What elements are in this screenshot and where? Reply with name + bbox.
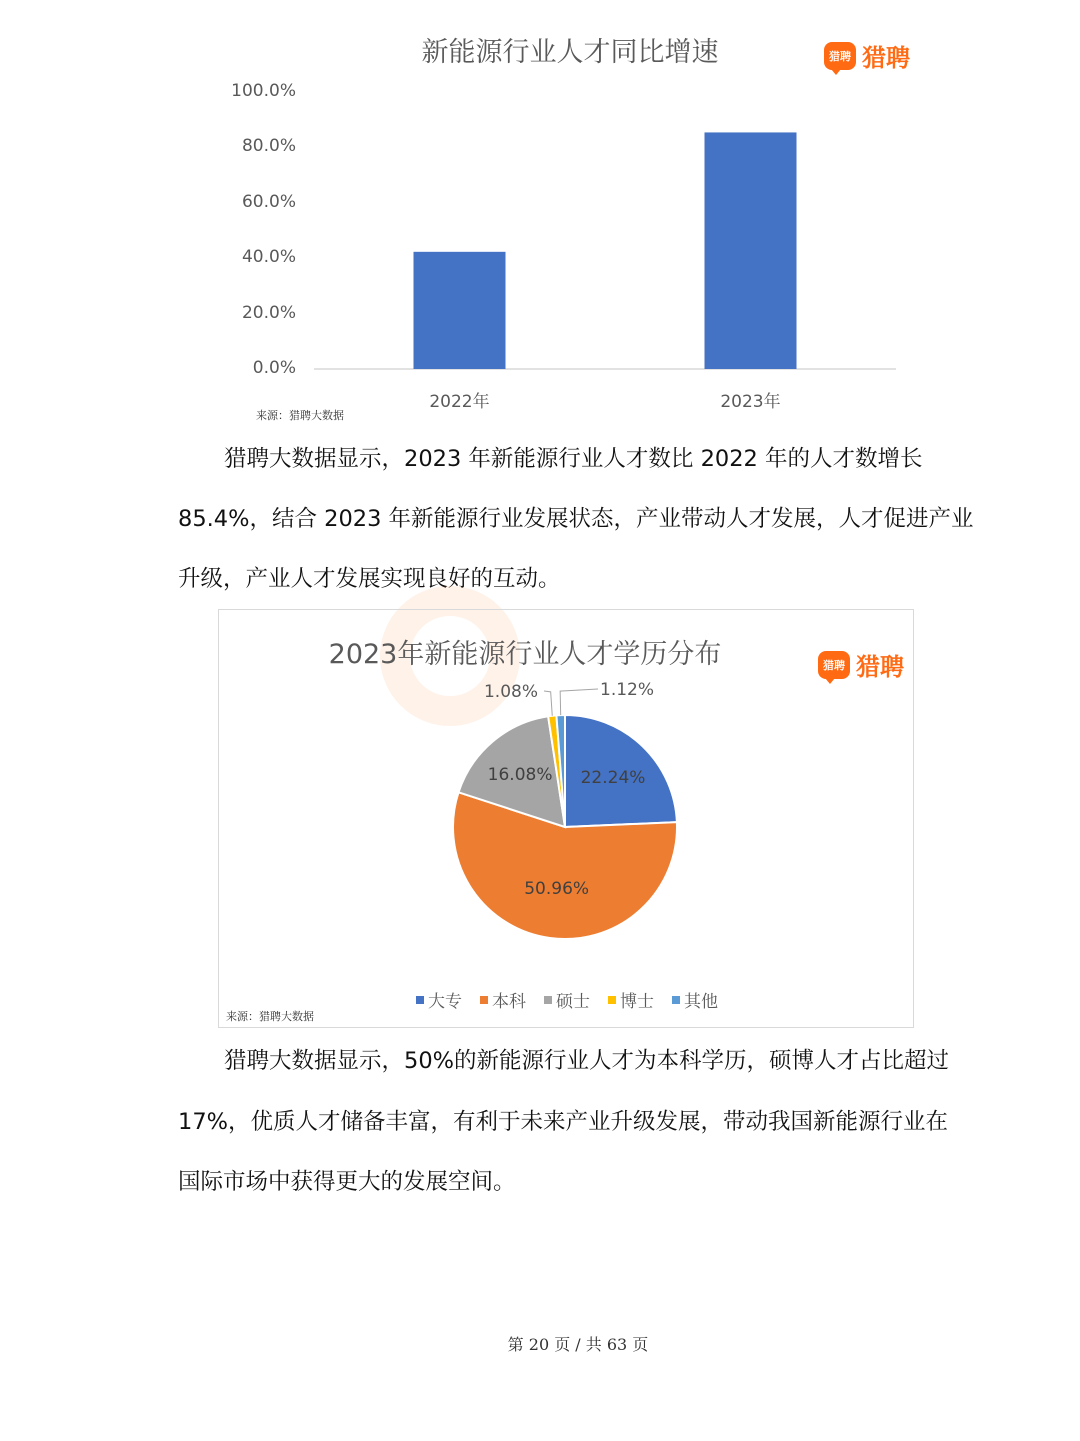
bar-chart-plot [0, 0, 1080, 420]
paragraph-1-line-3: 升级，产业人才发展实现良好的互动。 [178, 566, 561, 592]
pie-legend-label: 本科 [492, 992, 526, 1012]
pie-legend-item [672, 987, 718, 1012]
bar-0 [414, 252, 506, 369]
pie-legend-item [416, 987, 462, 1012]
bar-chart-source: 来源：猎聘大数据 [256, 409, 344, 422]
pie-value-label: 16.08% [487, 765, 553, 786]
pie-legend-label: 硕士 [556, 992, 590, 1012]
paragraph-1-line-2: 85.4%，结合 2023 年新能源行业发展状态，产业带动人才发展，人才促进产业 [178, 506, 974, 532]
pie-value-label: 1.08% [483, 682, 538, 702]
pie-legend-item [480, 987, 526, 1012]
pie-legend-item [544, 987, 590, 1012]
pie-leader-line [560, 689, 598, 715]
pie-legend-swatch [416, 996, 424, 1004]
liepin-logo-icon: 猎聘 [824, 42, 856, 70]
bar-1 [705, 132, 797, 369]
paragraph-2-line-1: 猎聘大数据显示，50%的新能源行业人才为本科学历，硕博人才占比超过 [224, 1048, 950, 1074]
bar-y-tick: 80.0% [241, 136, 296, 157]
pie-legend-label: 大专 [428, 992, 462, 1012]
liepin-logo-text-2: 猎聘 [856, 653, 904, 681]
pie-legend-item [608, 987, 654, 1012]
bar-y-tick: 40.0% [241, 247, 296, 268]
liepin-logo-text: 猎聘 [862, 44, 910, 72]
pie-legend-swatch [672, 996, 680, 1004]
paragraph-2-line-2: 17%，优质人才储备丰富，有利于未来产业升级发展，带动我国新能源行业在 [178, 1109, 949, 1135]
pie-leader-line [544, 691, 552, 716]
pie-chart-title: 2023年新能源行业人才学历分布 [328, 639, 722, 670]
pie-legend-label: 博士 [620, 992, 654, 1012]
bar-y-tick: 60.0% [241, 191, 296, 212]
pie-value-label: 50.96% [524, 879, 590, 900]
pie-chart-plot [218, 609, 912, 1026]
pie-legend-swatch [608, 996, 616, 1004]
bar-x-tick: 2022年 [429, 392, 490, 412]
bar-x-tick: 2023年 [720, 392, 781, 412]
liepin-logo-icon-2: 猎聘 [818, 651, 850, 679]
page-number: 第 20 页 / 共 63 页 [507, 1335, 649, 1354]
bar-chart-title: 新能源行业人才同比增速 [421, 37, 719, 68]
pie-value-label: 22.24% [580, 767, 646, 788]
bar-y-tick: 100.0% [231, 81, 296, 101]
pie-legend [416, 987, 718, 1012]
paragraph-2-line-3: 国际市场中获得更大的发展空间。 [178, 1169, 516, 1195]
pie-legend-label: 其他 [684, 992, 718, 1012]
paragraph-1-line-1: 猎聘大数据显示，2023 年新能源行业人才数比 2022 年的人才数增长 [224, 446, 923, 472]
pie-legend-swatch [480, 996, 488, 1004]
bar-y-tick: 0.0% [252, 358, 296, 378]
pie-value-label: 1.12% [600, 680, 655, 700]
pie-legend-swatch [544, 996, 552, 1004]
pie-chart-source: 来源：猎聘大数据 [226, 1010, 314, 1023]
bar-y-tick: 20.0% [241, 302, 296, 323]
